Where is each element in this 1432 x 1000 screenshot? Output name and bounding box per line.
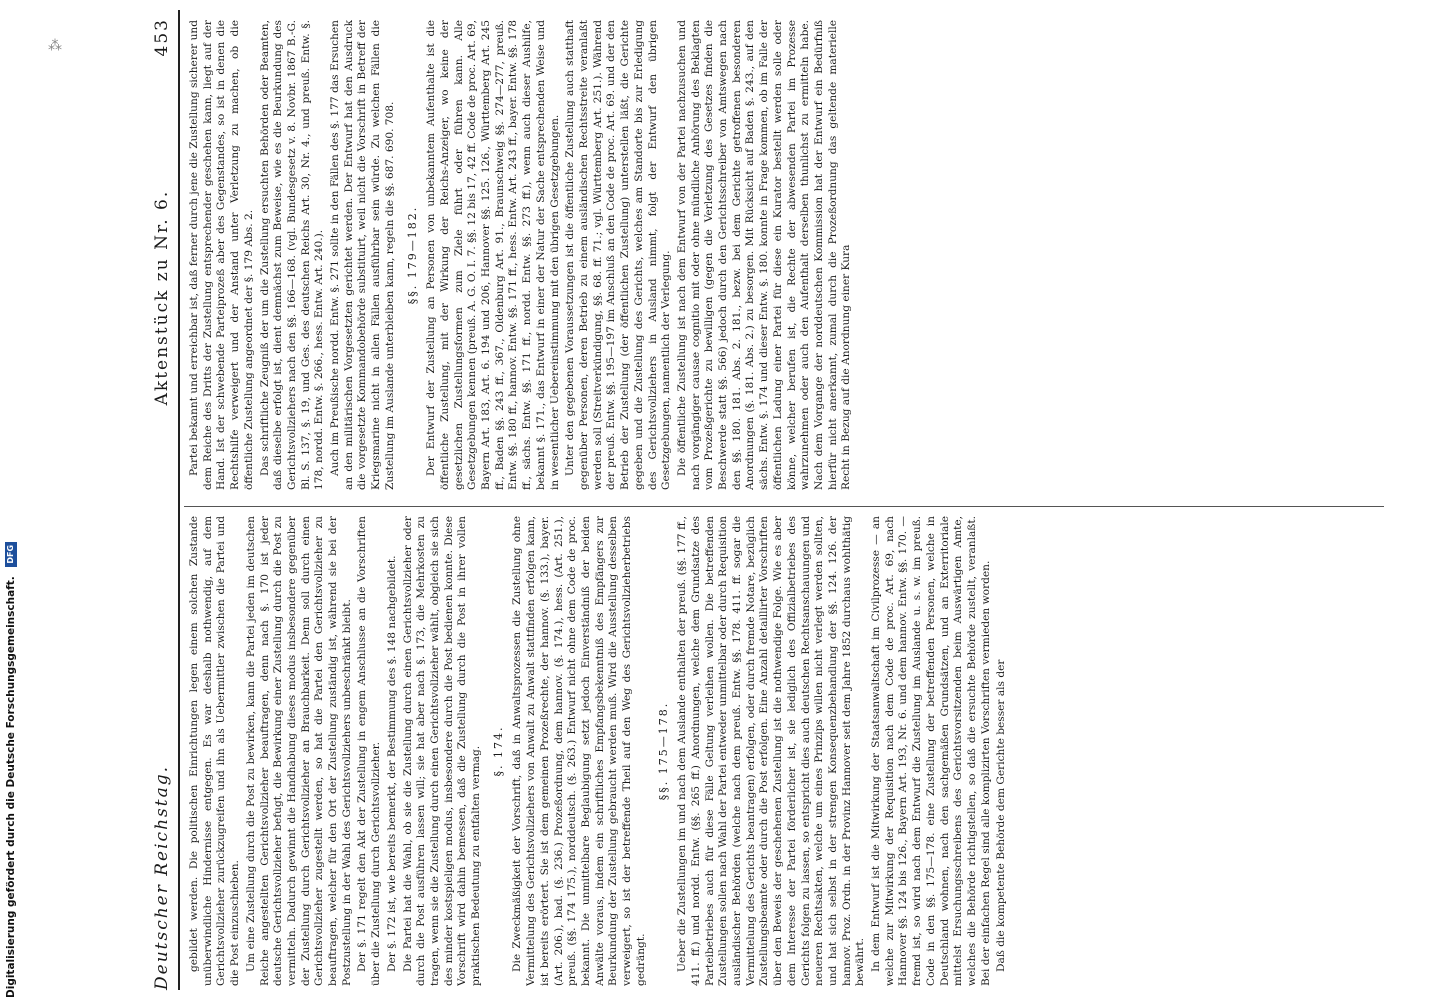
right-column [188, 20, 1388, 490]
page-header [140, 10, 180, 990]
credit-text: Digitalisierung gefördert durch die Deutsche Forschungsgemeinschaft. [5, 576, 17, 998]
dfg-logo: DFG [5, 542, 17, 567]
column-divider [184, 506, 1384, 507]
paragraph: gebildet werden. Die politischen Einrichtungen legen einem solchen Zustande unüberwindliche Hindernisse entgegen. Es war deshalb nothwendig, auf dem Gerichtsvollzieher zurückzugreifen und ihn als Uebermittler zwischen die Partei und die Post einzuschieben. [188, 516, 242, 986]
paragraph: Um eine Zustellung durch die Post zu bewirken, kann die Partei jeden im deutschen Reiche angestellten Gerichtsvollzieher beauftragen, denn nach §. 170 ist jeder deutsche Gerichtsvollzieher befugt, die Bewirkung einer Zustellung durch die Post zu vermitteln. Dadurch gewinnt die Handhabung dieses modus insbesondere gegenüber der Zustellung durch Gerichtsvollzieher an Brauchbarkeit. Denn soll durch einen Gerichtsvollzieher zugestellt werden, so hat die Partei den Gerichtsvollzieher zu beauftragen, welcher für den Ort der Zustellung zuständig ist, während sie bei der Postzustellung in der Wahl des Gerichtsvollziehers unbeschränkt bleibt. [244, 516, 353, 986]
paragraph: Der §. 172 ist, wie bereits bemerkt, der Bestimmung des §. 148 nachgebildet. [385, 555, 398, 972]
paragraph: Unter den gegebenen Voraussetzungen ist die öffentliche Zustellung auch statthaft gegenüber Personen, deren Betrieb zu einem ausländischen Rechtsstreite veranlaßt werden soll (Streitverkündigung, §§. 68. ff. 71.; vgl. Württemberg Art. 251.). Während der preuß. Entw. §§. 195—197 im Anschluß an den Code de proc. Art. 69. und der den Betrieb der Zustellung (der öffentlichen Zustellung) unterstellen läßt, die Gerichte gegeben und die Zustellung des Gerichts, welches am Standorte bis zur Erledigung des Gerichtsvollziehers in Ausland nimmt, folgt der Entwurf den übrigen Gesetzgebungen, namentlich der Verlegung. [564, 20, 673, 490]
page-number: 453 [152, 18, 172, 57]
paragraph: Daß die kompetente Behörde dem Gerichte besser als der [995, 659, 1008, 972]
paragraph: Das schriftliche Zeugniß der um die Zustellung ersuchten Behörden oder Beamten, daß dieselbe erfolgt ist, dient demnächst zum Beweise, wie es die Beurkundung des Gerichtsvollziehers nach den §§. 166—168. (vgl. Bundesgesetz v. 8. Novbr. 1867 B.-G. Bl. S. 137, §. 19, und Ges. des deutschen Reichs Art. 30, Nr. 4., und preuß. Entw. §. 178, nordd. Entw. §. 266., hess. Entw. Art. 240.). [258, 20, 326, 490]
digitization-credit [5, 544, 19, 998]
paragraph: Der Entwurf der Zustellung an Personen von unbekanntem Aufenthalte ist die öffentliche Zustellung, mit der Wirkung der Reichs-Anzeiger, wo keine der gesetzlichen Zustellungsformen zum Ziele führt oder führen kann. Alle Gesetzgebungen kennen (preuß. A. G. O. I. 7. §§. 12 bis 17, 42 ff. Code de proc. Art. 69, Bayern Art. 183, Art. 6. 194 und 206, Hannover §§. 125. 126., Württemberg Art. 245 ff., Baden §§. 243 ff., 367., Oldenburg Art. 91., Braunschweig §§. 274—277, preuß. Entw. §§. 180 ff., hannov. Entw. §§. 171 ff., hess. Entw. Art. 243 ff., bayer. Entw. §§. 178 ff., sächs. Entw. §§. 171 ff., nordd. Entw. §§. 273 ff.), wenn auch dieser Aushilfe, bekannt §. 171., das Entwurf in einer der Natur der Sache entsprechenden Weise und in wesentlicher Uebereinstimmung mit den übrigen Gesetzgebungen. [425, 20, 561, 490]
header-right [152, 18, 172, 405]
paragraph: In dem Entwurf ist die Mitwirkung der Staatsanwaltschaft im Civilprozesse — an welche zur Mitwirkung der Requisition nach dem Code de proc. Art. 69, nach Hannover §§. 124 bis 126., Bayern Art. 193, Nr. 6. und dem hannov. Entw. §§. 170. — fremd ist, so wird nach dem Entwurf die Zustellung im Auslande u. s. w. im preuß. Code in den §§. 175—178. eine Zustellung der betreffenden Personen, welche in Deutschland wohnen, nach den sachgemäßen Grundsätzen, und an Exterritoriale mittelst Ersuchungsschreibens des Gerichtsvorsitzenden beim Auswärtigen Amte, welches die Behörde richtigstellen, so daß die ersuchte Behörde zustellt, veranlaßt. Bei der einfachen Regel sind alle komplizirten Vorschriften vermieden worden. [870, 516, 992, 986]
scan-speck: ⁂ [48, 38, 62, 54]
section-heading: §§. 175—178. [656, 701, 670, 801]
left-column [188, 516, 1388, 986]
header-subtitle: Aktenstück zu Nr. 6. [152, 189, 172, 406]
paragraph: Die Partei hat die Wahl, ob sie die Zustellung durch einen Gerichtsvollzieher oder durch die Post ausführen lassen will; sie hat aber nach §. 173, die Mehrkosten zu tragen, wenn sie die Zustellung durch einen Gerichtsvollzieher wählt, obgleich sie sich des minder kostspieligen modus, insbesondere durch die Post bedienen konnte. Diese Vorschrift wird dahin bemessen, daß die Zustellung durch die Post in ihrer vollen praktischen Bedeutung zu entfalten vermag. [401, 516, 483, 986]
header-title: Deutscher Reichstag. [152, 765, 172, 990]
paragraph: Die öffentliche Zustellung ist nach dem Entwurf von der Partei nachzusuchen und nach vorgängiger causae cognitio mit oder ohne mündliche Anhörung des Beklagten vom Prozeßgerichte zu bewilligen (gegen die Verletzung des Gesetzes finden die Beschwerde statt §§. 566) jedoch durch den Gerichtsschreiber von Amtswegen nach den §§. 180. 181. Abs. 2. 181., bezw. bei dem Gerichte getroffenen besonderen Anordnungen (§. 181. Abs. 2.) zu besorgen. Mit Rücksicht auf Baden §. 243., auf den sächs. Entw. §. 174 und dieser Entw. §. 180. konnte in Frage kommen, ob im Falle der öffentlichen Ladung einer Partei für diese ein Kurator bestellt werden solle oder könne, welcher berufen ist, die Rechte der abwesenden Partei im Prozesse wahrzunehmen oder auch den Aufenthalt derselben thunlichst zu ermitteln habe. Nach dem Vorgange der norddeutschen Kommission hat der Entwurf ein Bedürfniß hierfür nicht anerkannt, zumal durch die Prozeßordnung das geltende materielle Recht in Bezug auf die Anordnung einer Kura [675, 20, 853, 490]
rotated-page-content [140, 0, 1400, 1000]
paragraph: Partei bekannt und erreichbar ist, daß ferner durch jene die Zustellung sicherer und dem Reiche des Dritts der Zustellung entsprechender geschehen kann, liegt auf der Hand. Ist der schwebende Parteiprozeß aber des Gegenstandes, so ist in denen die Rechtshilfe verweigert und der Anstand unter Verletzung zu machen, ob die öffentliche Zustellung angeordnet der §. 179 Abs. 2. [188, 20, 255, 490]
paragraph: Auch im Preußische nordd. Entw. §. 271 sollte in den Fällen des §. 177 das Ersuchen an den militärischen Vorgesetzten gerichtet werden. Der Entwurf hat den Ausdruck die vorgesetzte Kommandobehörde substituirt, weil nicht die Vorschrift in Betreff der Kriegsmarine nicht in allen Fällen ausführbar sein würde. Zu welchen Fällen die Zustellung im Auslande unterbleiben kann, regeln die §§. 687. 690. 708. [329, 20, 396, 490]
section-heading: §§. 179—182. [405, 205, 419, 305]
paragraph: Ueber die Zustellungen im und nach dem Auslande enthalten der preuß. (§§. 177 ff., 411. ff.) und nordd. Entw. (§§. 265 ff.) Anordnungen, welche dem Grundsatze des Parteibetriebes auch für diese Fälle Geltung verleihen wollen. Die betreffenden Zustellungen sollen nach Wahl der Partei entweder unmittelbar oder durch Requisition ausländischer Behörden (welche nach dem preuß. Entw. §§. 178. 411. ff. sogar die Vermittelung des Gerichts beantragen) erfolgen, oder durch fremde Notare, bezüglich Zustellungsbeamte oder durch die Post erfolgen. Eine Anzahl detaillirter Vorschriften über den Beweis der geschehenen Zustellung ist die nothwendige Folge. Wie es aber dem Interesse der Partei förderlicher ist, sie lediglich des Offizialbetriebes des Gerichts folgen zu lassen, so entspricht dies auch deutschen Rechtsanschauungen und neueren Rechtsakten, welche um eines Prinzips willen nicht verlegt werden sollten, und hat sich selbst in der strengen Konsequenzbehandlung der §§. 124. 126. der hannov. Proz. Ordn. in der Provinz Hannover seit dem Jahre 1852 durchaus wohlthätig bewährt. [676, 516, 867, 986]
paragraph: Der §. 171 regelt den Akt der Zustellung in engem Anschlusse an die Vorschriften über die Zustellung durch Gerichtsvollzieher. [356, 516, 383, 986]
section-heading: §. 174. [491, 725, 505, 777]
paragraph: Die Zweckmäßigkeit der Vorschrift, daß in Anwaltsprozessen die Zustellung ohne Vermittelung des Gerichtsvollziehers von Anwalt zu Anwalt stattfinden erfolgen kann, ist bereits erörtert. Sie ist dem gemeinen Prozeßrechte, der hannov. (§. 133.), bayer. (Art. 206.), bad. (§. 236.) Prozeßordnung, dem hannov. (§. 174.), hess. (Art. 251.), preuß. (§§. 174 175.), norddeutsch. (§. 263.) Entwurf nicht ohne dem Code de proc. bekannt. Die unmittelbare Beglaubigung setzt jedoch Einverständniß der beiden Anwälte voraus, indem ein schriftliches Empfangsbekenntniß des Empfängers zur Beurkundung der Zustellung gebraucht werden muß. Wird die Ausstellung desselben verweigert, so ist der betreffende Theil auf den Weg des Gerichtsvollzieherbetriebs gedrängt. [511, 516, 647, 986]
